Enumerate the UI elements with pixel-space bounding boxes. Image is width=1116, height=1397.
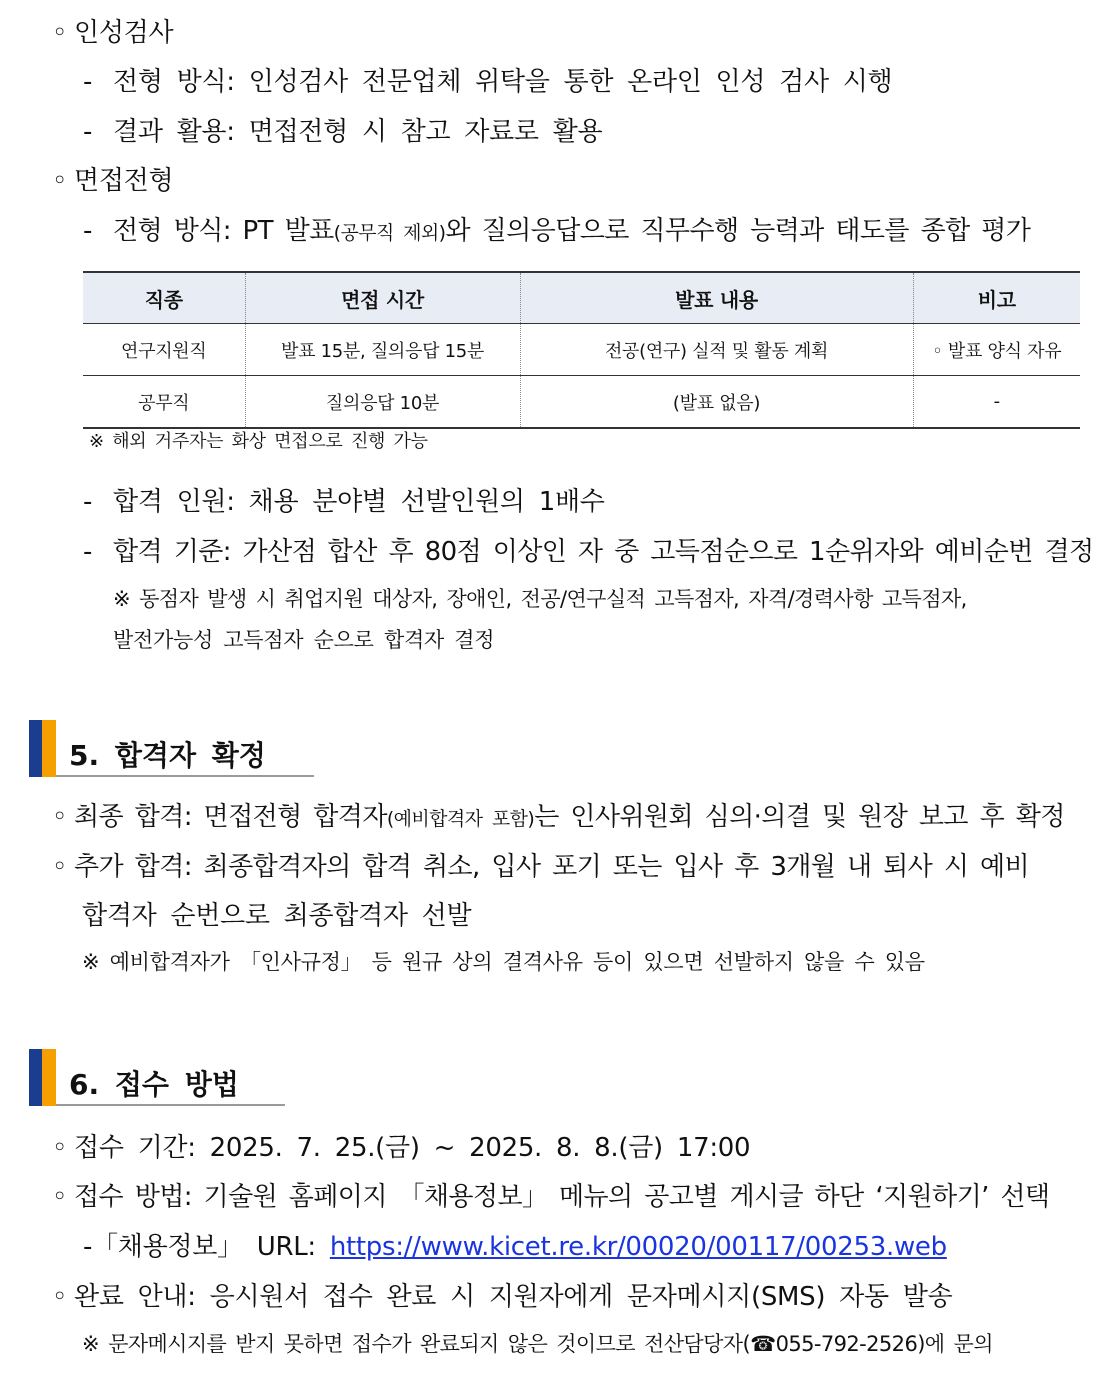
bullet-icon: ◦: [52, 1133, 68, 1163]
section-underline: [56, 775, 314, 777]
interview-method-line: [83, 218, 1030, 244]
cell-remarks: -: [913, 376, 1080, 429]
method-line: [52, 1184, 1049, 1210]
sms-note: ※ 문자메시지를 받지 못하면 접수가 완료되지 않은 것이므로 전산담당자(☎055-792-2526)에 문의: [82, 1332, 993, 1356]
pass-count-line: [83, 489, 605, 515]
cell-job-type: 연구지원직: [83, 324, 245, 376]
application-period: 접수 기간: 2025. 7. 25.(금) ~ 2025. 8. 8.(금) 17:00: [74, 1133, 751, 1163]
cell-job-type: 공무직: [83, 376, 245, 429]
personality-method: 전형 방식: 인성검사 전문업체 위탁을 통한 온라인 인성 검사 시행: [113, 67, 893, 97]
interview-title: 면접전형: [74, 166, 174, 196]
completion-notice: 완료 안내: 응시원서 접수 완료 시 지원자에게 문자메시지(SMS) 자동 발송: [74, 1282, 953, 1312]
section-marker-orange: [42, 720, 56, 777]
completion-line: [52, 1284, 952, 1310]
url-label: 「채용정보」 URL:: [92, 1232, 330, 1262]
section-underline: [56, 1104, 285, 1106]
tie-note-1: ※ 동점자 발생 시 취업지원 대상자, 장애인, 전공/연구실적 고득점자, 자격/경력사항 고득점자,: [113, 587, 967, 611]
dash-icon: -: [83, 117, 93, 147]
dash-icon: -: [83, 67, 93, 97]
additional-pass-line: [52, 854, 1029, 880]
cell-presentation-content: 전공(연구) 실적 및 활동 계획: [520, 324, 913, 376]
bullet-icon: ◦: [52, 18, 68, 48]
personality-usage: 결과 활용: 면접전형 시 참고 자료로 활용: [113, 117, 603, 147]
bullet-icon: ◦: [52, 166, 68, 196]
tie-note-2: 발전가능성 고득점자 순으로 합격자 결정: [113, 628, 495, 652]
dash-icon: -: [83, 537, 92, 567]
personality-title: 인성검사: [74, 18, 174, 48]
interview-method-pre: 전형 방식: PT 발표: [113, 216, 334, 246]
personality-heading: [52, 20, 173, 46]
dash-icon: -: [83, 216, 92, 246]
section-6-title: 6. 접수 방법: [69, 1068, 239, 1101]
interview-method-post: 와 질의응답으로 직무수행 능력과 태도를 종합 평가: [445, 216, 1031, 246]
table-note: ※ 해외 거주자는 화상 면접으로 진행 가능: [89, 431, 428, 452]
pass-count: 합격 인원: 채용 분야별 선발인원의 1배수: [113, 487, 605, 517]
bullet-icon: ◦: [52, 1182, 67, 1212]
section-5-title: 5. 합격자 확정: [69, 739, 266, 772]
personality-usage-line: [83, 119, 602, 145]
interview-heading: [52, 168, 173, 194]
dash-icon: -: [83, 487, 93, 517]
final-pass-post: 는 인사위원회 심의·의결 및 원장 보고 후 확정: [534, 802, 1065, 832]
period-line: [52, 1135, 750, 1161]
dash-icon: -: [83, 1232, 93, 1262]
bullet-icon: ◦: [52, 802, 67, 832]
personality-method-line: [83, 69, 892, 95]
interview-table: [83, 271, 1080, 429]
section-marker-orange: [42, 1049, 56, 1106]
final-pass-pre: 최종 합격: 면접전형 합격자: [74, 802, 387, 832]
additional-pass-1: 추가 합격: 최종합격자의 합격 취소, 입사 포기 또는 입사 후 3개월 내 퇴사 시 예비: [74, 852, 1030, 882]
cell-presentation-content: (발표 없음): [520, 376, 913, 429]
section-marker-blue: [29, 1049, 42, 1106]
header-job-type: 직종: [83, 272, 245, 324]
bullet-icon: ◦: [52, 1282, 68, 1312]
header-presentation-content: 발표 내용: [520, 272, 913, 324]
bullet-icon: ◦: [52, 852, 67, 882]
table-row: [83, 376, 1080, 429]
cell-interview-time: 발표 15분, 질의응답 15분: [245, 324, 520, 376]
table-row: [83, 324, 1080, 376]
header-interview-time: 면접 시간: [245, 272, 520, 324]
table-header-row: [83, 272, 1080, 324]
pass-criteria-line: [83, 539, 1093, 565]
pass-criteria: 합격 기준: 가산점 합산 후 80점 이상인 자 중 고득점순으로 1순위자와 예비순번 결정: [113, 537, 1094, 567]
final-pass-small: (예비합격자 포함): [386, 808, 535, 830]
section-marker-blue: [29, 720, 42, 777]
url-line: [83, 1234, 947, 1260]
application-method: 접수 방법: 기술원 홈페이지 「채용정보」 메뉴의 공고별 게시글 하단 ‘지원하기’ 선택: [74, 1182, 1050, 1212]
cell-interview-time: 질의응답 10분: [245, 376, 520, 429]
recruitment-url-link[interactable]: https://www.kicet.re.kr/00020/00117/00253.web: [329, 1232, 947, 1262]
additional-pass-2: 합격자 순번으로 최종합격자 선발: [82, 901, 472, 931]
final-pass-line: [52, 804, 1065, 830]
header-remarks: 비고: [913, 272, 1080, 324]
section-5-note: ※ 예비합격자가 「인사규정」 등 원규 상의 결격사유 등이 있으면 선발하지 않을 수 있음: [82, 950, 925, 974]
cell-remarks: ◦ 발표 양식 자유: [913, 324, 1080, 376]
interview-method-small: (공무직 제외): [333, 222, 446, 244]
